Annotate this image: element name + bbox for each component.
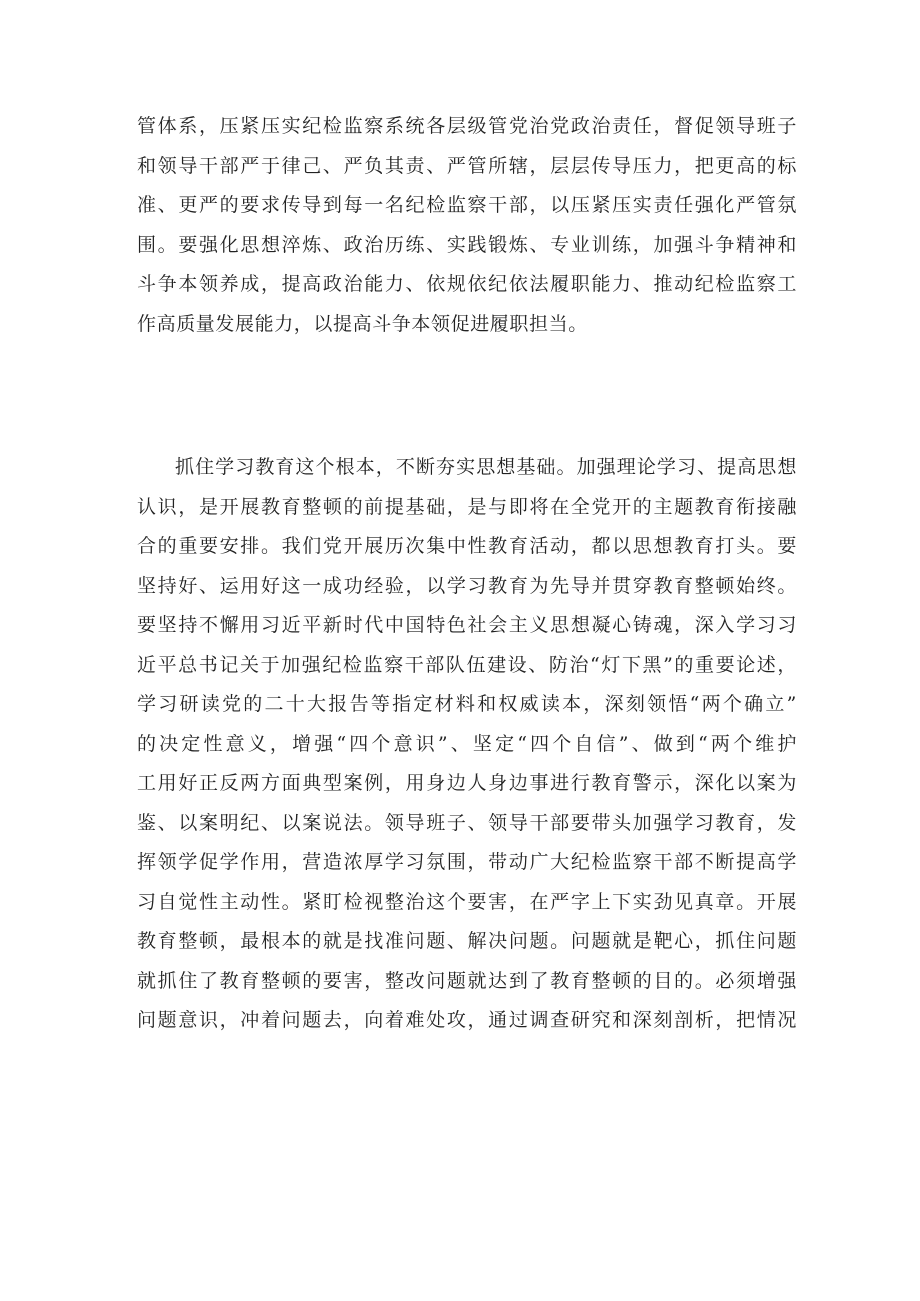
text-line: 工用好正反两方面典型案例，用身边人身边事进行教育警示，深化以案为 (137, 772, 797, 794)
text-line: 学习研读党的二十大报告等指定材料和权威读本，深刻领悟“两个确立” (137, 693, 797, 715)
text-line: 斗争本领养成，提高政治能力、依规依纪依法履职能力、推动纪检监察工 (137, 273, 797, 295)
text-line: 准、更严的要求传导到每一名纪检监察干部，以压紧压实责任强化严管氛 (137, 194, 797, 216)
text-line: 作高质量发展能力，以提高斗争本领促进履职担当。 (137, 312, 588, 335)
text-line: 鉴、以案明纪、以案说法。领导班子、领导干部要带头加强学习教育，发 (137, 811, 797, 834)
text-line: 合的重要安排。我们党开展历次集中性教育活动，都以思想教育打头。要 (137, 535, 797, 557)
text-line: 近平总书记关于加强纪检监察干部队伍建设、防治“灯下黑”的重要论述， (137, 653, 797, 676)
text-line: 围。要强化思想淬炼、政治历练、实践锻炼、专业训练，加强斗争精神和 (137, 233, 797, 256)
text-line: 抓住学习教育这个根本，不断夯实思想基础。加强理论学习、提高思想 (175, 456, 797, 478)
paragraph-1 (137, 107, 797, 344)
text-line: 管体系，压紧压实纪检监察系统各层级管党治党政治责任，督促领导班子 (137, 115, 797, 137)
text-line: 和领导干部严于律己、严负其责、严管所辖，层层传导压力，把更高的标 (137, 154, 797, 177)
text-line: 挥领学促学作用，营造浓厚学习氛围，带动广大纪检监察干部不断提高学 (137, 851, 797, 873)
text-line: 要坚持不懈用习近平新时代中国特色社会主义思想凝心铸魂，深入学习习 (137, 614, 797, 636)
text-line: 的决定性意义，增强“四个意识”、坚定“四个自信”、做到“两个维护 (137, 732, 797, 755)
text-line: 就抓住了教育整顿的要害，整改问题就达到了教育整顿的目的。必须增强 (137, 969, 797, 992)
text-line: 认识，是开展教育整顿的前提基础，是与即将在全党开的主题教育衔接融 (137, 495, 797, 518)
text-line: 习自觉性主动性。紧盯检视整治这个要害，在严字上下实劲见真章。开展 (137, 890, 797, 913)
text-line: 教育整顿，最根本的就是找准问题、解决问题。问题就是靶心，抓住问题 (137, 930, 797, 952)
text-line: 坚持好、运用好这一成功经验，以学习教育为先导并贯穿教育整顿始终。 (137, 574, 797, 597)
text-line: 问题意识，冲着问题去，向着难处攻，通过调查研究和深刻剖析，把情况 (137, 1009, 797, 1031)
paragraph-2 (137, 448, 797, 1041)
